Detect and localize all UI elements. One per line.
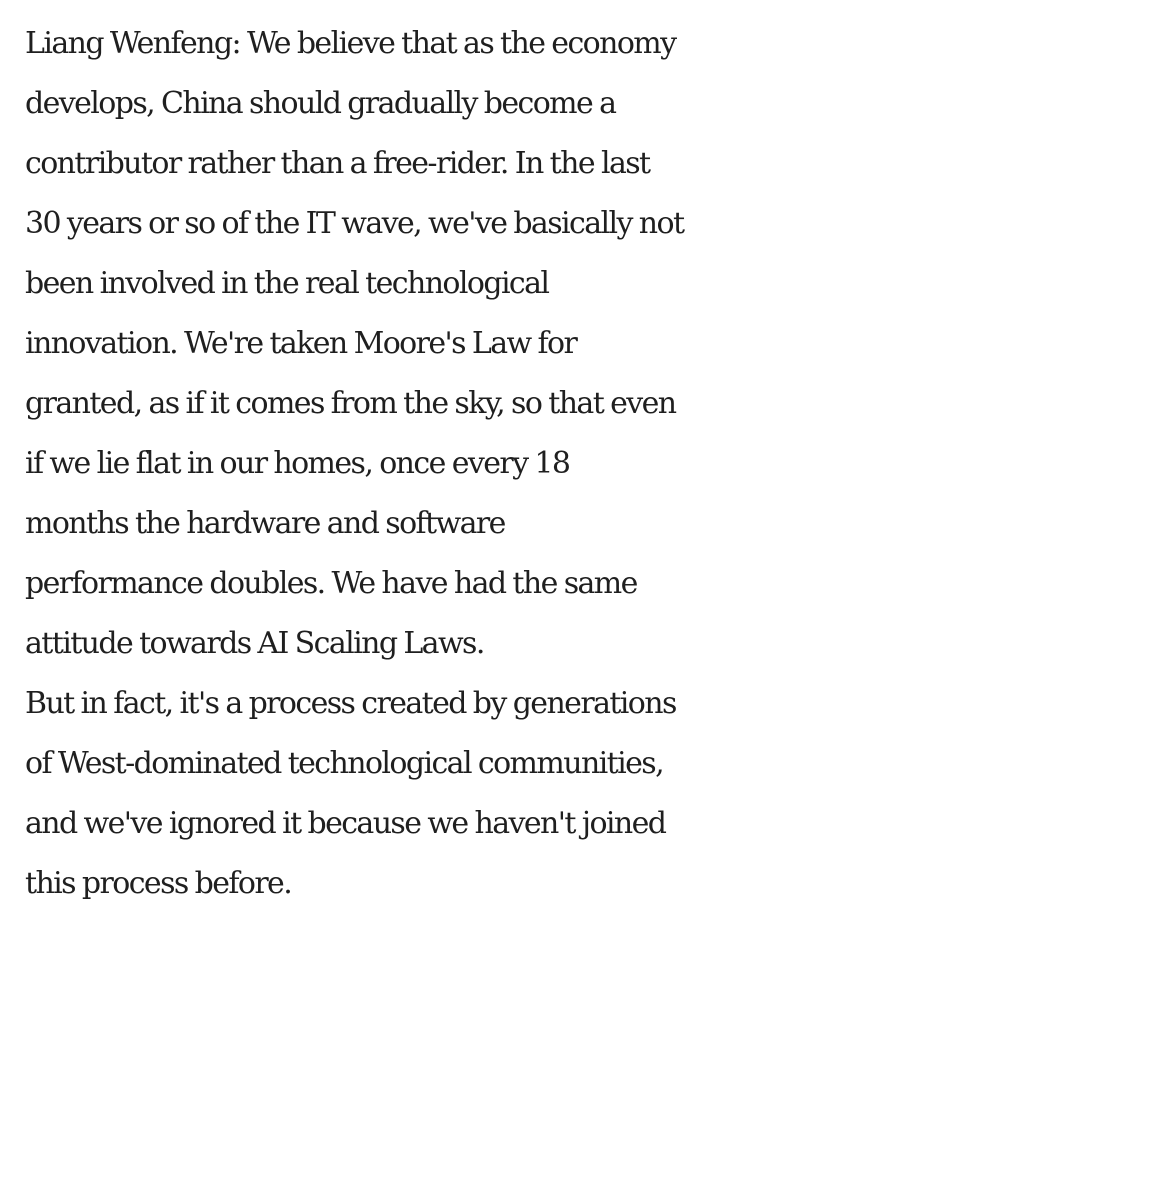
text-line: granted, as if it comes from the sky, so that even	[25, 386, 676, 421]
text-line: performance doubles. We have had the same	[25, 566, 637, 601]
text-line: months the hardware and software	[25, 506, 505, 541]
text-line: 30 years or so of the IT wave, we've basically not	[25, 206, 684, 241]
text-line: innovation. We're taken Moore's Law for	[25, 326, 577, 361]
text-line: this process before.	[25, 866, 292, 901]
text-line: if we lie flat in our homes, once every 18	[25, 446, 570, 481]
text-line: develops, China should gradually become a	[25, 86, 616, 121]
text-line: of West-dominated technological communities,	[25, 746, 664, 781]
text-line: and we've ignored it because we haven't joined	[25, 806, 666, 841]
text-line: attitude towards AI Scaling Laws.	[25, 626, 484, 661]
text-line: Liang Wenfeng: We believe that as the economy	[25, 26, 676, 61]
paragraph-continuation	[25, 674, 1170, 914]
text-line: been involved in the real technological	[25, 266, 549, 301]
text-line: contributor rather than a free-rider. In the last	[25, 146, 650, 181]
text-line: But in fact, it's a process created by generations	[25, 686, 676, 721]
paragraph-quote	[25, 0, 1170, 674]
